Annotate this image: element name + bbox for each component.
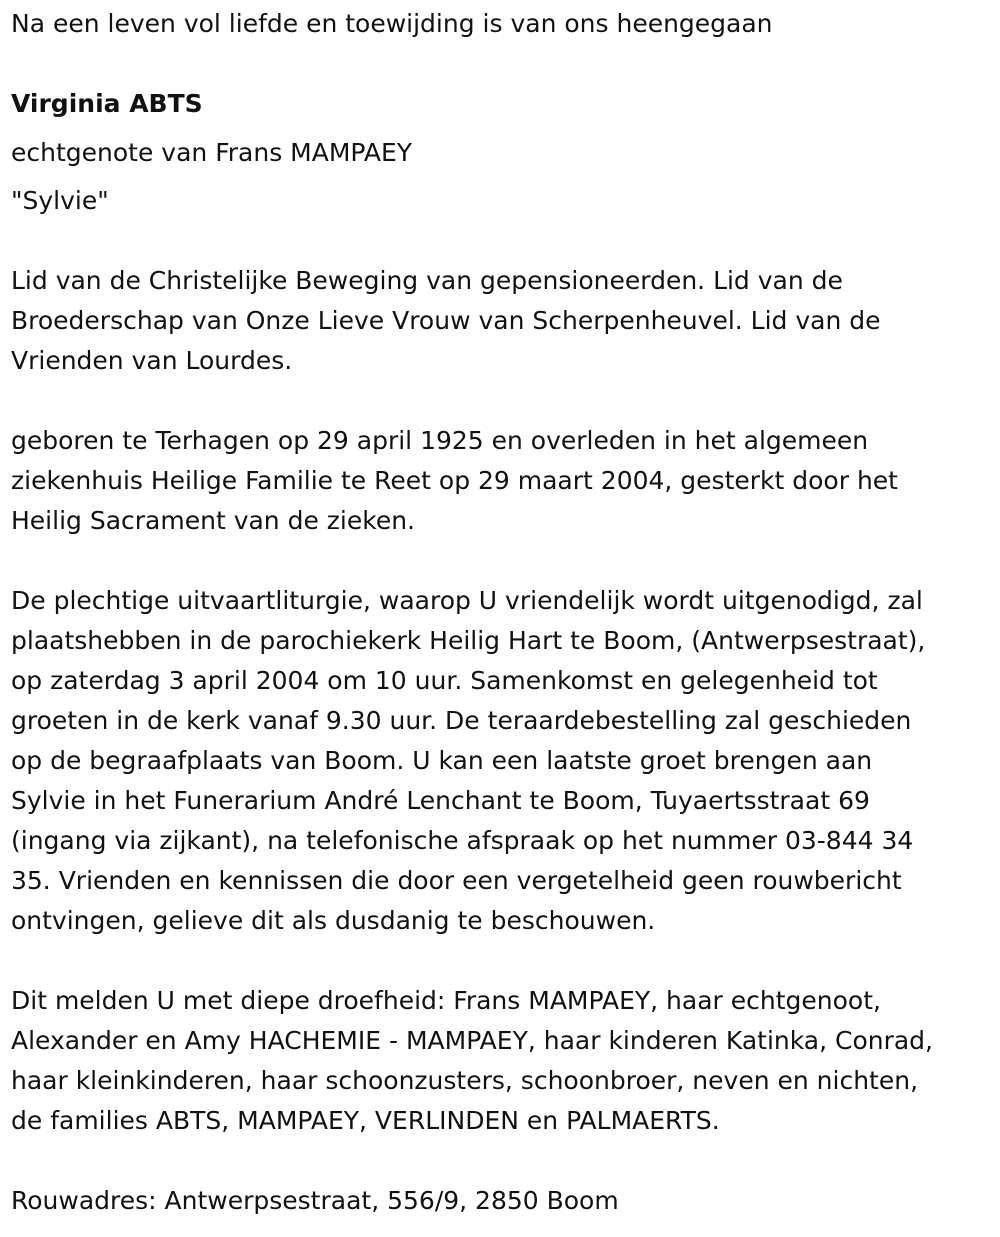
birth-death-paragraph: geboren te Terhagen op 29 april 1925 en overleden in het algemeen ziekenhuis Heilige Familie te Reet op 29 maart 2004, gesterkt door het Heilig Sacrament van de zieken. bbox=[11, 426, 898, 535]
spouse-line: echtgenote van Frans MAMPAEY bbox=[11, 138, 413, 167]
family-paragraph: Dit melden U met diepe droefheid: Frans MAMPAEY, haar echtgenoot, Alexander en Amy HACHEMIE - MAMPAEY, haar kinderen Katinka, Conrad, haar kleinkinderen, haar schoonzusters, schoonbroer, neven en nichten, de families ABTS, MAMPAEY, VERLINDEN en PALMAERTS. bbox=[11, 986, 933, 1135]
nickname-line: "Sylvie" bbox=[11, 186, 109, 215]
mourning-address: Rouwadres: Antwerpsestraat, 556/9, 2850 Boom bbox=[11, 1186, 619, 1215]
ceremony-paragraph: De plechtige uitvaartliturgie, waarop U vriendelijk wordt uitgenodigd, zal plaatshebben in de parochiekerk Heilig Hart te Boom, (Antwerpsestraat), op zaterdag 3 april 2004 om 10 uur. Samenkomst en gelegenheid tot groeten in de kerk vanaf 9.30 uur. De teraardebestelling zal geschieden op de begraafplaats van Boom. U kan een laatste groet brengen aan Sylvie in het Funerarium André Lenchant te Boom, Tuyaertsstraat 69 (ingang via zijkant), na telefonische afspraak op het nummer 03-844 34 35. Vrienden en kennissen die door een vergetelheid geen rouwbericht ontvingen, gelieve dit als dusdanig te beschouwen. bbox=[11, 586, 926, 935]
deceased-name: Virginia ABTS bbox=[11, 89, 203, 118]
intro-text: Na een leven vol liefde en toewijding is van ons heengegaan bbox=[11, 9, 773, 38]
memberships-paragraph: Lid van de Christelijke Beweging van gepensioneerden. Lid van de Broederschap van Onze Lieve Vrouw van Scherpenheuvel. Lid van de Vrienden van Lourdes. bbox=[11, 266, 881, 375]
